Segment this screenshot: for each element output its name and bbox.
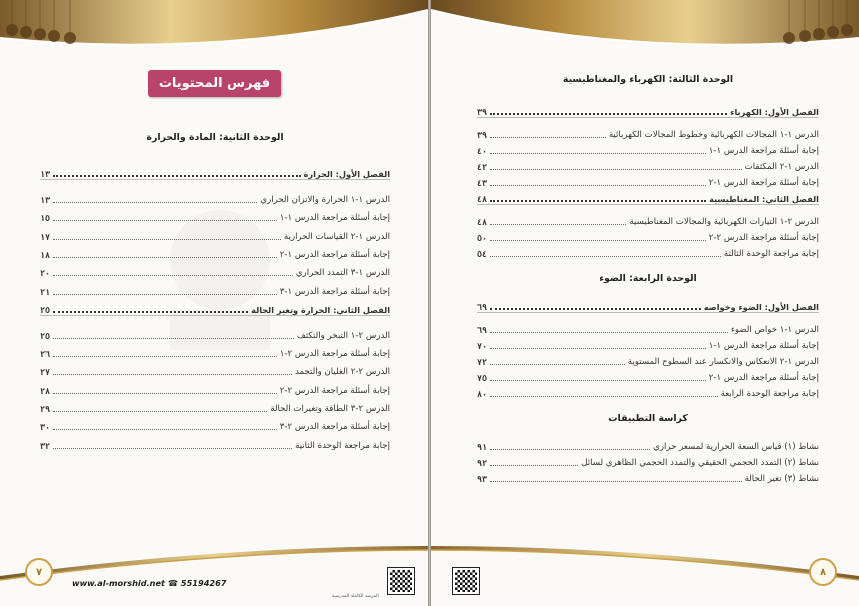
leader-dots	[53, 393, 277, 394]
chapter-separator	[477, 312, 819, 313]
toc-row	[40, 432, 390, 450]
toc-entry-text: إجابة مراجعة الوحدة الرابعة	[720, 389, 819, 399]
leader-dots	[490, 169, 742, 170]
apps-title: كراسة التطبيقات	[608, 413, 688, 424]
toc-page-number: ٩٢	[477, 458, 488, 468]
toc-entry-text: الفصل الأول: الضوء وخواصه	[703, 302, 819, 312]
toc-entry-text: إجابة أسئلة مراجعة الدرس ١-١	[279, 213, 390, 224]
toc-entry-text: الدرس ١-١ الحرارة والاتزان الحراري	[260, 194, 390, 205]
toc-entry-text: إجابة أسئلة مراجعة الدرس ١-٢	[708, 178, 819, 188]
toc-row	[477, 367, 819, 383]
toc-page-number: ٢٦	[40, 348, 51, 359]
leader-dots	[490, 185, 706, 186]
toc-page-number: ٢٩	[40, 404, 51, 415]
toc-row	[477, 172, 819, 188]
toc-row	[477, 468, 819, 484]
chapter-row	[40, 161, 390, 179]
toc-row	[477, 319, 819, 335]
unit3-title: الوحدة الثالثة: الكهرباء والمغناطيسية	[562, 74, 734, 85]
leader-dots	[53, 356, 277, 357]
toc-row	[477, 351, 819, 367]
toc-page-number: ٤٨	[477, 217, 488, 227]
toc-entry-text: نشاط (٣) تغير الحالة	[744, 474, 819, 484]
toc-page-number: ٣٢	[40, 440, 51, 451]
leader-dots	[490, 481, 741, 482]
toc-entry-text: الفصل الثاني: المغناطيسية	[709, 194, 819, 204]
toc-row	[40, 341, 390, 359]
toc-row	[40, 223, 390, 241]
toc-row	[40, 205, 390, 223]
toc-row	[40, 322, 390, 340]
toc-page-number: ١٣	[40, 194, 51, 205]
leader-dots	[53, 239, 281, 240]
leader-dots	[490, 256, 721, 257]
leader-dots	[53, 275, 293, 276]
chapter-separator	[40, 179, 390, 180]
toc-entry-text: الدرس ١-٢ القياسات الحرارية	[283, 231, 390, 242]
toc-row	[40, 242, 390, 260]
right-footer-decoration	[431, 536, 859, 606]
leader-dots	[490, 449, 650, 450]
toc-entry-text: الدرس ٢-٣ الطاقة وتغيرات الحالة	[270, 404, 390, 415]
toc-page-number: ٤٢	[477, 162, 488, 172]
qr-label: المرشد الكاملة المدرسية	[332, 594, 379, 599]
right-page	[431, 0, 859, 606]
toc-entry-text: إجابة أسئلة مراجعة الدرس ٢-٣	[279, 422, 390, 433]
footer-contact	[72, 578, 226, 588]
page-number-right: ٨	[809, 558, 837, 586]
toc-page-number: ٣٩	[477, 130, 488, 140]
toc-entry-text: إجابة مراجعة الوحدة الثانية	[295, 440, 390, 451]
leader-dots	[490, 200, 706, 202]
toc-page-number: ٢٥	[40, 305, 51, 316]
toc-entry-text: الدرس ٢-١ التيارات الكهربائية والمجالات المغناطيسية	[629, 217, 819, 227]
toc-row	[40, 278, 390, 296]
toc-entry-text: إجابة أسئلة مراجعة الدرس ٢-١	[279, 348, 390, 359]
toc-page-number: ٢٠	[40, 268, 51, 279]
toc-page-number: ٧٥	[477, 373, 488, 383]
toc-entry-text: إجابة أسئلة مراجعة الدرس ١-٣	[279, 286, 390, 297]
toc-row	[477, 211, 819, 227]
chapter-row	[477, 101, 819, 117]
page-number: ٧	[25, 558, 53, 586]
toc-entry-text: إجابة مراجعة الوحدة الثالثة	[723, 249, 819, 259]
chapter-separator	[477, 204, 819, 205]
footer-phone: 55194267	[180, 578, 227, 588]
toc-page-number: ٢٥	[40, 330, 51, 341]
toc-page-number: ٣٠	[40, 422, 51, 433]
toc-page-number: ٩١	[477, 442, 488, 452]
toc-entry-text: الدرس ١-٢ المكثفات	[744, 162, 819, 172]
toc-entry-text: إجابة أسئلة مراجعة الدرس ١-١	[708, 146, 819, 156]
leader-dots	[490, 396, 718, 397]
toc-entry-text: الدرس ١-١ خواص الضوء	[730, 325, 819, 335]
phone-icon: ☎	[167, 578, 179, 588]
leader-dots	[490, 364, 625, 365]
toc-page-number: ٢٧	[40, 367, 51, 378]
left-header-decoration	[0, 0, 428, 66]
chapter-row	[40, 297, 390, 315]
toc-row	[40, 377, 390, 395]
right-toc	[477, 74, 819, 484]
toc-page-number: ١٨	[40, 249, 51, 260]
leader-dots	[490, 240, 706, 241]
toc-page-number: ٥٠	[477, 233, 488, 243]
toc-row	[477, 335, 819, 351]
leader-dots	[53, 448, 292, 449]
chapter-row	[477, 188, 819, 204]
toc-page-number: ٩٣	[477, 474, 488, 484]
toc-page-number: ٥٤	[477, 249, 488, 259]
left-page	[0, 0, 428, 606]
leader-dots	[490, 224, 626, 225]
toc-row	[40, 396, 390, 414]
toc-page-number: ١٥	[40, 213, 51, 224]
toc-page-number: ٦٩	[477, 325, 488, 335]
footer-site[interactable]: www.al-morshid.net	[72, 578, 165, 588]
toc-entry-text: إجابة أسئلة مراجعة الدرس ١-١	[708, 341, 819, 351]
toc-page-number: ٤٠	[477, 146, 488, 156]
leader-dots	[53, 311, 248, 313]
toc-page-number: ٢٨	[40, 385, 51, 396]
leader-dots	[53, 374, 292, 375]
leader-dots	[53, 220, 277, 221]
toc-row	[40, 260, 390, 278]
toc-entry-text: نشاط (١) قياس السعة الحرارية لمسعر حراري	[653, 442, 819, 452]
toc-page-number: ٦٩	[477, 302, 488, 312]
chapter-separator	[477, 117, 819, 118]
toc-row	[477, 436, 819, 452]
leader-dots	[53, 338, 294, 339]
left-toc	[40, 132, 390, 451]
leader-dots	[490, 308, 701, 310]
toc-page-number: ٧٠	[477, 341, 488, 351]
toc-entry-text: الدرس ٢-٢ الغليان والتجمد	[294, 367, 390, 378]
leader-dots	[53, 257, 277, 258]
toc-row	[477, 156, 819, 172]
toc-entry-text: الفصل الأول: الكهرباء	[730, 107, 819, 117]
toc-row	[477, 140, 819, 156]
toc-entry-text: الدرس ١-١ المجالات الكهربائية وخطوط المجالات الكهربائية	[608, 130, 819, 140]
toc-row	[40, 414, 390, 432]
toc-entry-text: الدرس ٢-١ التبخر والتكثف	[296, 330, 390, 341]
right-header-decoration	[431, 0, 859, 66]
toc-row	[40, 359, 390, 377]
leader-dots	[53, 411, 267, 412]
toc-entry-text: إجابة أسئلة مراجعة الدرس ١-٢	[279, 249, 390, 260]
qr-code-right	[453, 568, 479, 594]
toc-row	[477, 452, 819, 468]
toc-row	[477, 243, 819, 259]
toc-row	[40, 186, 390, 204]
leader-dots	[490, 113, 727, 115]
unit-title: الوحدة الثانية: المادة والحرارة	[146, 132, 284, 143]
toc-page-number: ٢١	[40, 286, 51, 297]
leader-dots	[53, 429, 277, 430]
leader-dots	[53, 202, 257, 203]
leader-dots	[490, 332, 728, 333]
chapter-row	[477, 296, 819, 312]
toc-entry-text: الفصل الثاني: الحرارة وتغير الحالة	[251, 305, 390, 316]
leader-dots	[53, 175, 300, 177]
toc-page-number: ٤٨	[477, 194, 488, 204]
qr-code	[388, 568, 414, 594]
page-title: فهرس المحتويات	[148, 70, 281, 97]
toc-entry-text: إجابة أسئلة مراجعة الدرس ٢-٢	[708, 233, 819, 243]
leader-dots	[490, 380, 706, 381]
toc-entry-text: الفصل الأول: الحرارة	[303, 169, 390, 180]
toc-row	[477, 124, 819, 140]
leader-dots	[490, 137, 606, 138]
chapter-separator	[40, 315, 390, 316]
toc-page-number: ٨٠	[477, 389, 488, 399]
leader-dots	[490, 348, 706, 349]
leader-dots	[53, 294, 277, 295]
toc-page-number: ٣٩	[477, 107, 488, 117]
toc-entry-text: نشاط (٢) التمدد الحجمي الحقيقي والتمدد الحجمي الظاهري لسائل	[581, 458, 819, 468]
toc-page-number: ٧٢	[477, 357, 488, 367]
toc-row	[477, 383, 819, 399]
toc-entry-text: إجابة أسئلة مراجعة الدرس ٢-٢	[279, 385, 390, 396]
toc-entry-text: الدرس ١-٣ التمدد الحراري	[295, 268, 390, 279]
toc-row	[477, 227, 819, 243]
toc-page-number: ١٣	[40, 169, 51, 180]
leader-dots	[490, 153, 706, 154]
toc-entry-text: إجابة أسئلة مراجعة الدرس ١-٢	[708, 373, 819, 383]
unit4-title: الوحدة الرابعة: الضوء	[599, 273, 697, 284]
toc-page-number: ١٧	[40, 231, 51, 242]
toc-page-number: ٤٣	[477, 178, 488, 188]
leader-dots	[490, 465, 578, 466]
toc-entry-text: الدرس ١-٢ الانعكاس والانكسار عند السطوح المستوية	[627, 357, 819, 367]
